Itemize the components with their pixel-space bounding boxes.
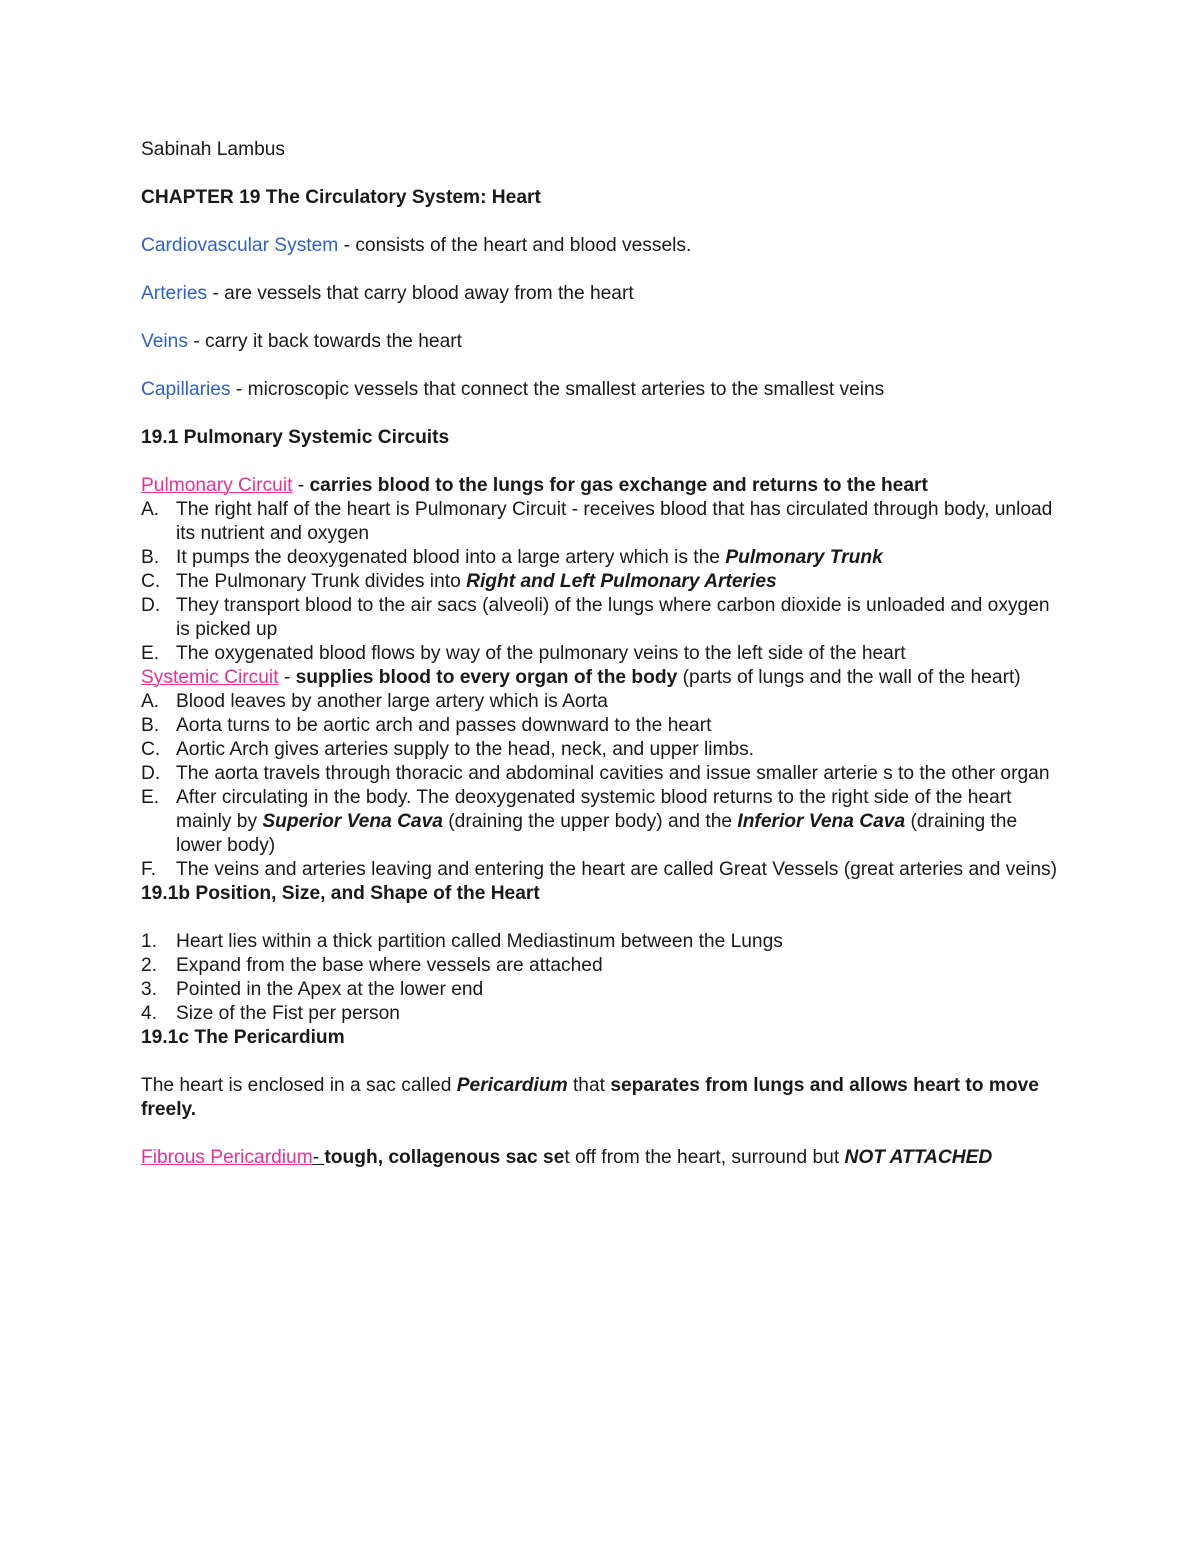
list-item-text: The Pulmonary Trunk divides into xyxy=(176,571,467,592)
definition-text: - carry it back towards the heart xyxy=(187,331,462,352)
list-item xyxy=(141,714,1061,738)
list-marker: 1. xyxy=(141,931,158,952)
list-marker: 3. xyxy=(141,979,158,1000)
systemic-circuit-desc-tail: (parts of lungs and the wall of the heart) xyxy=(677,667,1021,688)
list-item xyxy=(141,738,1061,762)
fibrous-pericardium-text: t off from the heart, surround but xyxy=(564,1147,845,1168)
list-marker: B. xyxy=(141,547,160,568)
list-item-emphasis: Superior Vena Cava xyxy=(262,811,443,832)
definition-term: Cardiovascular System xyxy=(141,235,339,256)
definition-cardiovascular xyxy=(141,234,1061,258)
list-item-emphasis: Right and Left Pulmonary Arteries xyxy=(466,571,777,592)
list-item xyxy=(141,1002,1061,1026)
list-item-text: (draining the lower body) xyxy=(176,811,1018,856)
list-item xyxy=(141,930,1061,954)
list-item xyxy=(141,594,1061,642)
definition-term: Arteries xyxy=(141,283,208,304)
pulmonary-circuit-definition xyxy=(141,474,1061,498)
list-marker: 2. xyxy=(141,955,158,976)
pericardium-paragraph xyxy=(141,1074,1061,1122)
list-item-text: Pointed in the Apex at the lower end xyxy=(176,979,484,1000)
list-item-text: After circulating in the body. The deoxygenated systemic blood returns to the right side of the heart mainly by xyxy=(176,787,1012,832)
section-heading-19-1c: 19.1c The Pericardium xyxy=(141,1027,345,1048)
list-item xyxy=(141,786,1061,858)
definition-capillaries xyxy=(141,378,1061,402)
fibrous-pericardium-emphasis: NOT ATTACHED xyxy=(844,1147,993,1168)
list-marker: 4. xyxy=(141,1003,158,1024)
list-item xyxy=(141,570,1061,594)
list-item xyxy=(141,762,1061,786)
heart-position-list xyxy=(141,930,1061,1026)
definition-veins xyxy=(141,330,1061,354)
list-item-text: The right half of the heart is Pulmonary Circuit - receives blood that has circulated through body, unload its nutrient and oxygen xyxy=(176,499,1053,544)
definition-text: - consists of the heart and blood vessels. xyxy=(338,235,692,256)
list-item-text: The veins and arteries leaving and entering the heart are called Great Vessels (great arteries and veins) xyxy=(176,859,1057,880)
list-marker: A. xyxy=(141,499,160,520)
list-item-text: They transport blood to the air sacs (alveoli) of the lungs where carbon dioxide is unloaded and oxygen is picked up xyxy=(176,595,1050,640)
list-item-emphasis: Pulmonary Trunk xyxy=(725,547,883,568)
separator: - xyxy=(278,667,296,688)
pericardium-term: Pericardium xyxy=(456,1075,568,1096)
paragraph-text: that xyxy=(567,1075,611,1096)
list-marker: D. xyxy=(141,763,161,784)
document-page xyxy=(141,138,1061,1194)
systemic-circuit-definition xyxy=(141,666,1061,690)
list-item-text: Aortic Arch gives arteries supply to the head, neck, and upper limbs. xyxy=(176,739,755,760)
list-item-text: Aorta turns to be aortic arch and passes downward to the heart xyxy=(176,715,712,736)
definition-text: - are vessels that carry blood away from the heart xyxy=(207,283,634,304)
list-item xyxy=(141,642,1061,666)
pulmonary-circuit-list xyxy=(141,498,1061,666)
systemic-circuit-term: Systemic Circuit xyxy=(141,667,279,688)
pulmonary-circuit-term: Pulmonary Circuit xyxy=(141,475,293,496)
list-marker: D. xyxy=(141,595,161,616)
definition-term: Capillaries xyxy=(141,379,231,400)
chapter-title: CHAPTER 19 The Circulatory System: Heart xyxy=(141,187,541,208)
list-item xyxy=(141,690,1061,714)
list-marker: B. xyxy=(141,715,160,736)
definition-text: - microscopic vessels that connect the smallest arteries to the smallest veins xyxy=(230,379,885,400)
systemic-circuit-desc: supplies blood to every organ of the body xyxy=(295,667,678,688)
separator: - xyxy=(312,1147,325,1168)
list-item-emphasis: Inferior Vena Cava xyxy=(737,811,906,832)
list-item-text: The oxygenated blood flows by way of the pulmonary veins to the left side of the heart xyxy=(176,643,906,664)
list-item xyxy=(141,954,1061,978)
list-item-text: The aorta travels through thoracic and abdominal cavities and issue smaller arterie s to the other organ xyxy=(176,763,1050,784)
list-item-text: Blood leaves by another large artery which is Aorta xyxy=(176,691,608,712)
definition-arteries xyxy=(141,282,1061,306)
list-item-text: It pumps the deoxygenated blood into a large artery which is the xyxy=(176,547,726,568)
systemic-circuit-list xyxy=(141,690,1061,882)
list-marker: C. xyxy=(141,739,161,760)
list-item xyxy=(141,498,1061,546)
list-marker: F. xyxy=(141,859,156,880)
paragraph-text: The heart is enclosed in a sac called xyxy=(141,1075,457,1096)
list-item-text: Heart lies within a thick partition called Mediastinum between the Lungs xyxy=(176,931,783,952)
list-marker: E. xyxy=(141,643,160,664)
fibrous-pericardium-term: Fibrous Pericardium xyxy=(141,1147,313,1168)
definition-term: Veins xyxy=(141,331,188,352)
list-item-text: Size of the Fist per person xyxy=(176,1003,400,1024)
list-item xyxy=(141,978,1061,1002)
list-marker: C. xyxy=(141,571,161,592)
separator: - xyxy=(292,475,310,496)
section-heading-19-1: 19.1 Pulmonary Systemic Circuits xyxy=(141,427,450,448)
list-item xyxy=(141,858,1061,882)
fibrous-pericardium-bold: tough, collagenous sac se xyxy=(324,1147,565,1168)
list-item xyxy=(141,546,1061,570)
author-name: Sabinah Lambus xyxy=(141,139,286,160)
list-item-text: Expand from the base where vessels are attached xyxy=(176,955,603,976)
list-marker: E. xyxy=(141,787,160,808)
paragraph-emphasis: separates from lungs and allows heart to move freely. xyxy=(141,1075,1039,1120)
list-item-text: (draining the upper body) and the xyxy=(442,811,738,832)
pulmonary-circuit-desc: carries blood to the lungs for gas exchange and returns to the heart xyxy=(309,475,928,496)
list-marker: A. xyxy=(141,691,160,712)
section-heading-19-1b: 19.1b Position, Size, and Shape of the Heart xyxy=(141,883,540,904)
fibrous-pericardium-definition xyxy=(141,1146,1061,1170)
